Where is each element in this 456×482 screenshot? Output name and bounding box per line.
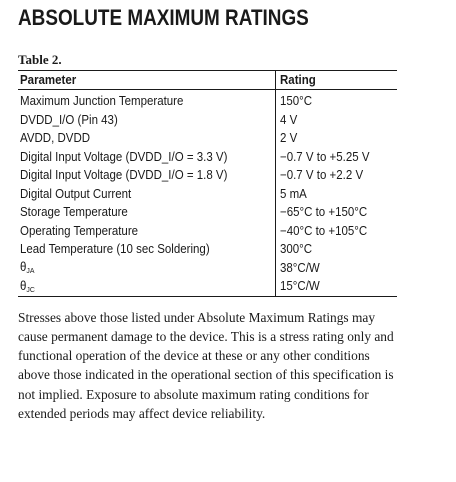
parameter-cell: AVDD, DVDD — [20, 131, 91, 146]
table-row — [18, 90, 397, 111]
datasheet-page — [18, 4, 438, 437]
subscript-ja: JA — [26, 266, 35, 276]
parameter-cell: Digital Input Voltage (DVDD_I/O = 3.3 V) — [20, 149, 228, 164]
parameter-cell: Digital Output Current — [20, 186, 132, 201]
rating-cell: −65°C to +150°C — [275, 203, 397, 222]
rating-cell: 5 mA — [275, 185, 397, 204]
parameter-cell: Digital Input Voltage (DVDD_I/O = 1.8 V) — [20, 168, 228, 183]
table-row — [18, 129, 397, 148]
parameter-cell: DVDD_I/O (Pin 43) — [20, 112, 118, 127]
rating-cell: −40°C to +105°C — [275, 222, 397, 241]
rating-cell: 2 V — [275, 129, 397, 148]
table-row — [18, 222, 397, 241]
parameter-cell — [18, 277, 275, 296]
parameter-cell: Operating Temperature — [20, 223, 139, 238]
parameter-cell: Storage Temperature — [20, 205, 128, 220]
parameter-cell: Maximum Junction Temperature — [20, 94, 184, 109]
theta-symbol: θ — [20, 260, 27, 275]
theta-symbol: θ — [20, 278, 27, 293]
table-row — [18, 185, 397, 204]
table-caption: Table 2. — [18, 52, 62, 67]
rating-cell: 15°C/W — [275, 277, 397, 296]
absolute-maximum-ratings-table — [18, 70, 397, 297]
table-row — [18, 148, 397, 167]
table-row — [18, 166, 397, 185]
table-row — [18, 111, 397, 130]
column-header-rating: Rating — [275, 71, 397, 90]
rating-cell: 150°C — [275, 90, 397, 111]
parameter-cell: Lead Temperature (10 sec Soldering) — [20, 242, 210, 257]
subscript-jc: JC — [26, 284, 35, 294]
table-row — [18, 203, 397, 222]
parameter-cell — [18, 259, 275, 278]
rating-cell: −0.7 V to +5.25 V — [275, 148, 397, 167]
rating-cell: 4 V — [275, 111, 397, 130]
section-title: ABSOLUTE MAXIMUM RATINGS — [18, 5, 309, 30]
table-header-row — [18, 71, 397, 90]
table-row — [18, 240, 397, 259]
stress-note-paragraph: Stresses above those listed under Absolute Maximum Ratings may cause permanent damage to the device. This is a stress rating only and functional operation of the device at these or any other conditions above those indicated in the operational section of this specification is not implied. Exposure to absolute maximum rating conditions for extended periods may affect device reliability. — [18, 309, 394, 421]
column-header-parameter: Parameter — [18, 71, 275, 90]
table-row — [18, 277, 397, 296]
rating-cell: 38°C/W — [275, 259, 397, 278]
rating-cell: 300°C — [275, 240, 397, 259]
table-row — [18, 259, 397, 278]
rating-cell: −0.7 V to +2.2 V — [275, 166, 397, 185]
